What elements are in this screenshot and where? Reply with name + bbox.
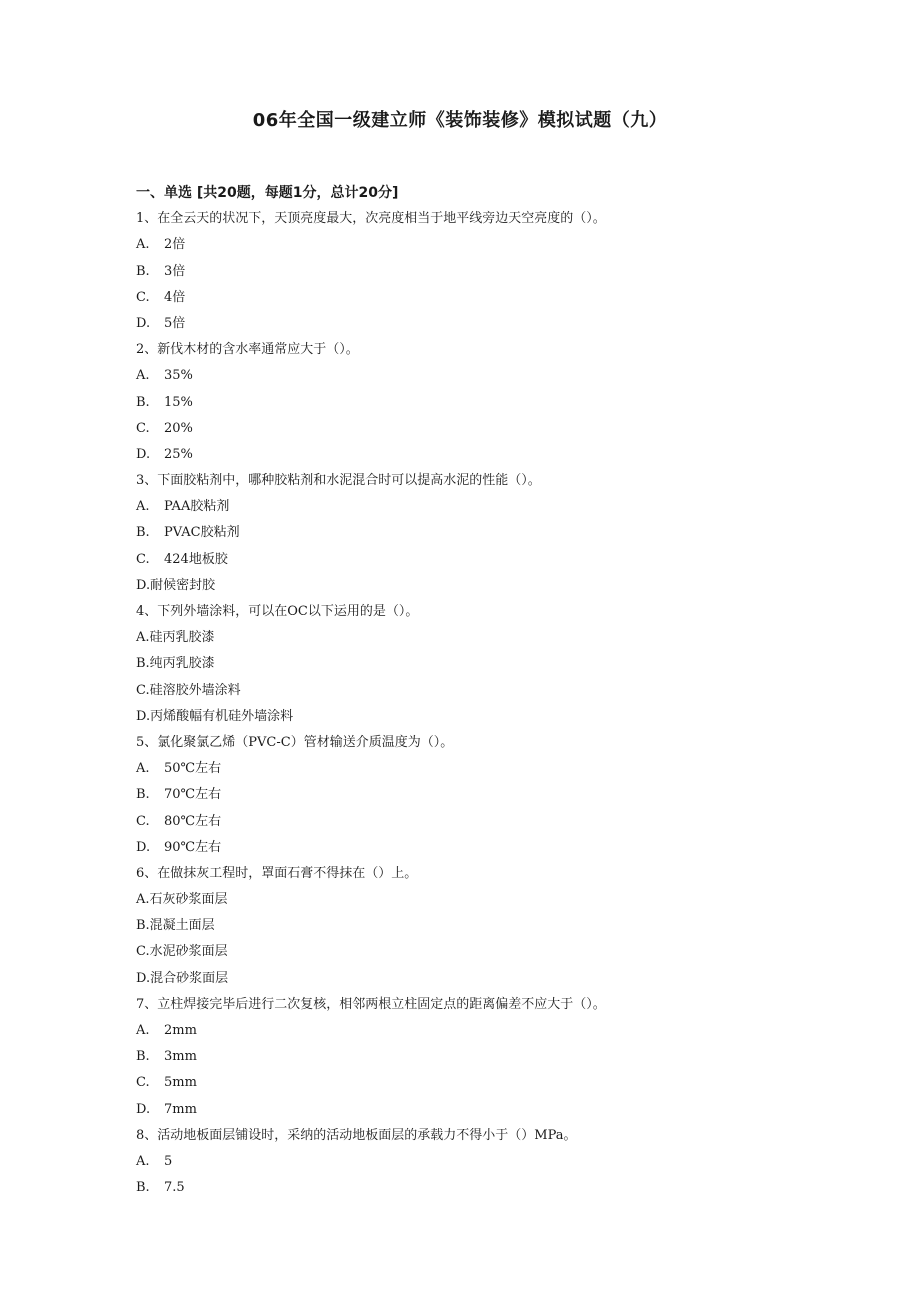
section-heading: 一、单选 [共20题，每题1分，总计20分] [136, 185, 399, 201]
answer-option [136, 1044, 836, 1070]
answer-option [136, 887, 836, 913]
document-title: 06年全国一级建立师《装饰装修》模拟试题（九） [252, 110, 668, 131]
option-text: B.纯丙乳胶漆 [136, 656, 215, 672]
answer-option [136, 913, 836, 939]
option-text: 3倍 [164, 263, 186, 279]
answer-option [136, 520, 836, 546]
option-letter: A. [136, 1023, 150, 1038]
option-letter: B. [136, 1049, 150, 1065]
option-text: 25% [164, 446, 193, 462]
option-text: A.硅丙乳胶漆 [136, 630, 215, 646]
answer-option [136, 363, 836, 389]
option-letter: A. [136, 1153, 150, 1169]
option-text: 7.5 [164, 1180, 185, 1196]
option-text: 2倍 [164, 237, 186, 253]
option-letter: C. [136, 813, 150, 829]
question-text: 5、氯化聚氯乙烯（PVC-C）管材输送介质温度为（）。 [136, 734, 454, 750]
option-text: 35% [164, 368, 193, 384]
option-letter: A. [136, 237, 150, 253]
option-text: 424地板胶 [164, 551, 228, 567]
option-text: 5倍 [164, 315, 186, 331]
question-text: 3、下面胶粘剂中，哪种胶粘剂和水泥混合时可以提高水泥的性能（）。 [136, 473, 541, 489]
option-text: 70℃左右 [164, 787, 222, 803]
answer-option [136, 442, 836, 468]
option-text: 2mm [164, 1023, 197, 1038]
answer-option [136, 782, 836, 808]
answer-option [136, 939, 836, 965]
option-text: 50℃左右 [164, 761, 222, 777]
option-letter: B. [136, 525, 150, 541]
answer-option [136, 1097, 836, 1123]
answer-option [136, 1070, 836, 1096]
option-text: 20% [164, 420, 193, 436]
option-text: PAA胶粘剂 [164, 499, 230, 515]
option-letter: A. [136, 499, 150, 515]
question-text: 7、立柱焊接完毕后进行二次复核，相邻两根立柱固定点的距离偏差不应大于（）。 [136, 996, 606, 1012]
option-letter: B. [136, 263, 150, 279]
answer-option [136, 1149, 836, 1175]
option-letter: B. [136, 394, 150, 410]
option-text: A.石灰砂浆面层 [136, 892, 228, 908]
option-text: 90℃左右 [164, 839, 222, 855]
option-letter: C. [136, 1075, 150, 1091]
option-letter: C. [136, 420, 150, 436]
answer-option [136, 809, 836, 835]
answer-option [136, 651, 836, 677]
answer-option [136, 625, 836, 651]
answer-option [136, 390, 836, 416]
option-text: B.混凝土面层 [136, 918, 215, 934]
option-text: 7mm [164, 1101, 197, 1117]
option-text: 80℃左右 [164, 813, 222, 829]
option-letter: D. [136, 839, 151, 855]
answer-option [136, 259, 836, 285]
option-letter: C. [136, 289, 150, 305]
answer-option [136, 573, 836, 599]
answer-option [136, 704, 836, 730]
answer-option [136, 416, 836, 442]
option-letter: C. [136, 551, 150, 567]
answer-option [136, 966, 836, 992]
option-text: D.丙烯酸幅有机硅外墙涂料 [136, 708, 294, 724]
answer-option [136, 311, 836, 337]
option-text: 5mm [164, 1075, 197, 1091]
question-text: 4、下列外墙涂料，可以在OC以下运用的是（）。 [136, 604, 419, 619]
option-letter: A. [136, 761, 150, 777]
question-text: 1、在全云天的状况下，天顶亮度最大，次亮度相当于地平线旁边天空亮度的（）。 [136, 211, 606, 227]
option-text: C.硅溶胶外墙涂料 [136, 682, 241, 698]
answer-option [136, 1018, 836, 1044]
option-text: 3mm [164, 1049, 197, 1065]
option-text: 5 [164, 1153, 173, 1169]
option-letter: D. [136, 315, 151, 331]
option-letter: D. [136, 1101, 151, 1117]
option-text: 15% [164, 394, 193, 410]
answer-option [136, 285, 836, 311]
answer-option [136, 678, 836, 704]
question-text: 6、在做抹灰工程时，罩面石膏不得抹在（）上。 [136, 865, 418, 881]
option-letter: A. [136, 368, 150, 384]
answer-option [136, 835, 836, 861]
option-letter: B. [136, 1180, 150, 1196]
option-text: D.混合砂浆面层 [136, 970, 229, 986]
option-text: 4倍 [164, 289, 186, 305]
answer-option [136, 494, 836, 520]
option-letter: B. [136, 787, 150, 803]
option-text: D.耐候密封胶 [136, 577, 216, 593]
answer-option [136, 547, 836, 573]
answer-option [136, 232, 836, 258]
question-list [136, 180, 836, 1201]
option-text: C.水泥砂浆面层 [136, 944, 228, 960]
question-text: 8、活动地板面层铺设时，采纳的活动地板面层的承载力不得小于（）MPa。 [136, 1127, 577, 1143]
question-text: 2、新伐木材的含水率通常应大于（）。 [136, 342, 359, 358]
option-text: PVAC胶粘剂 [164, 525, 240, 541]
answer-option [136, 756, 836, 782]
answer-option [136, 1175, 836, 1201]
option-letter: D. [136, 446, 151, 462]
